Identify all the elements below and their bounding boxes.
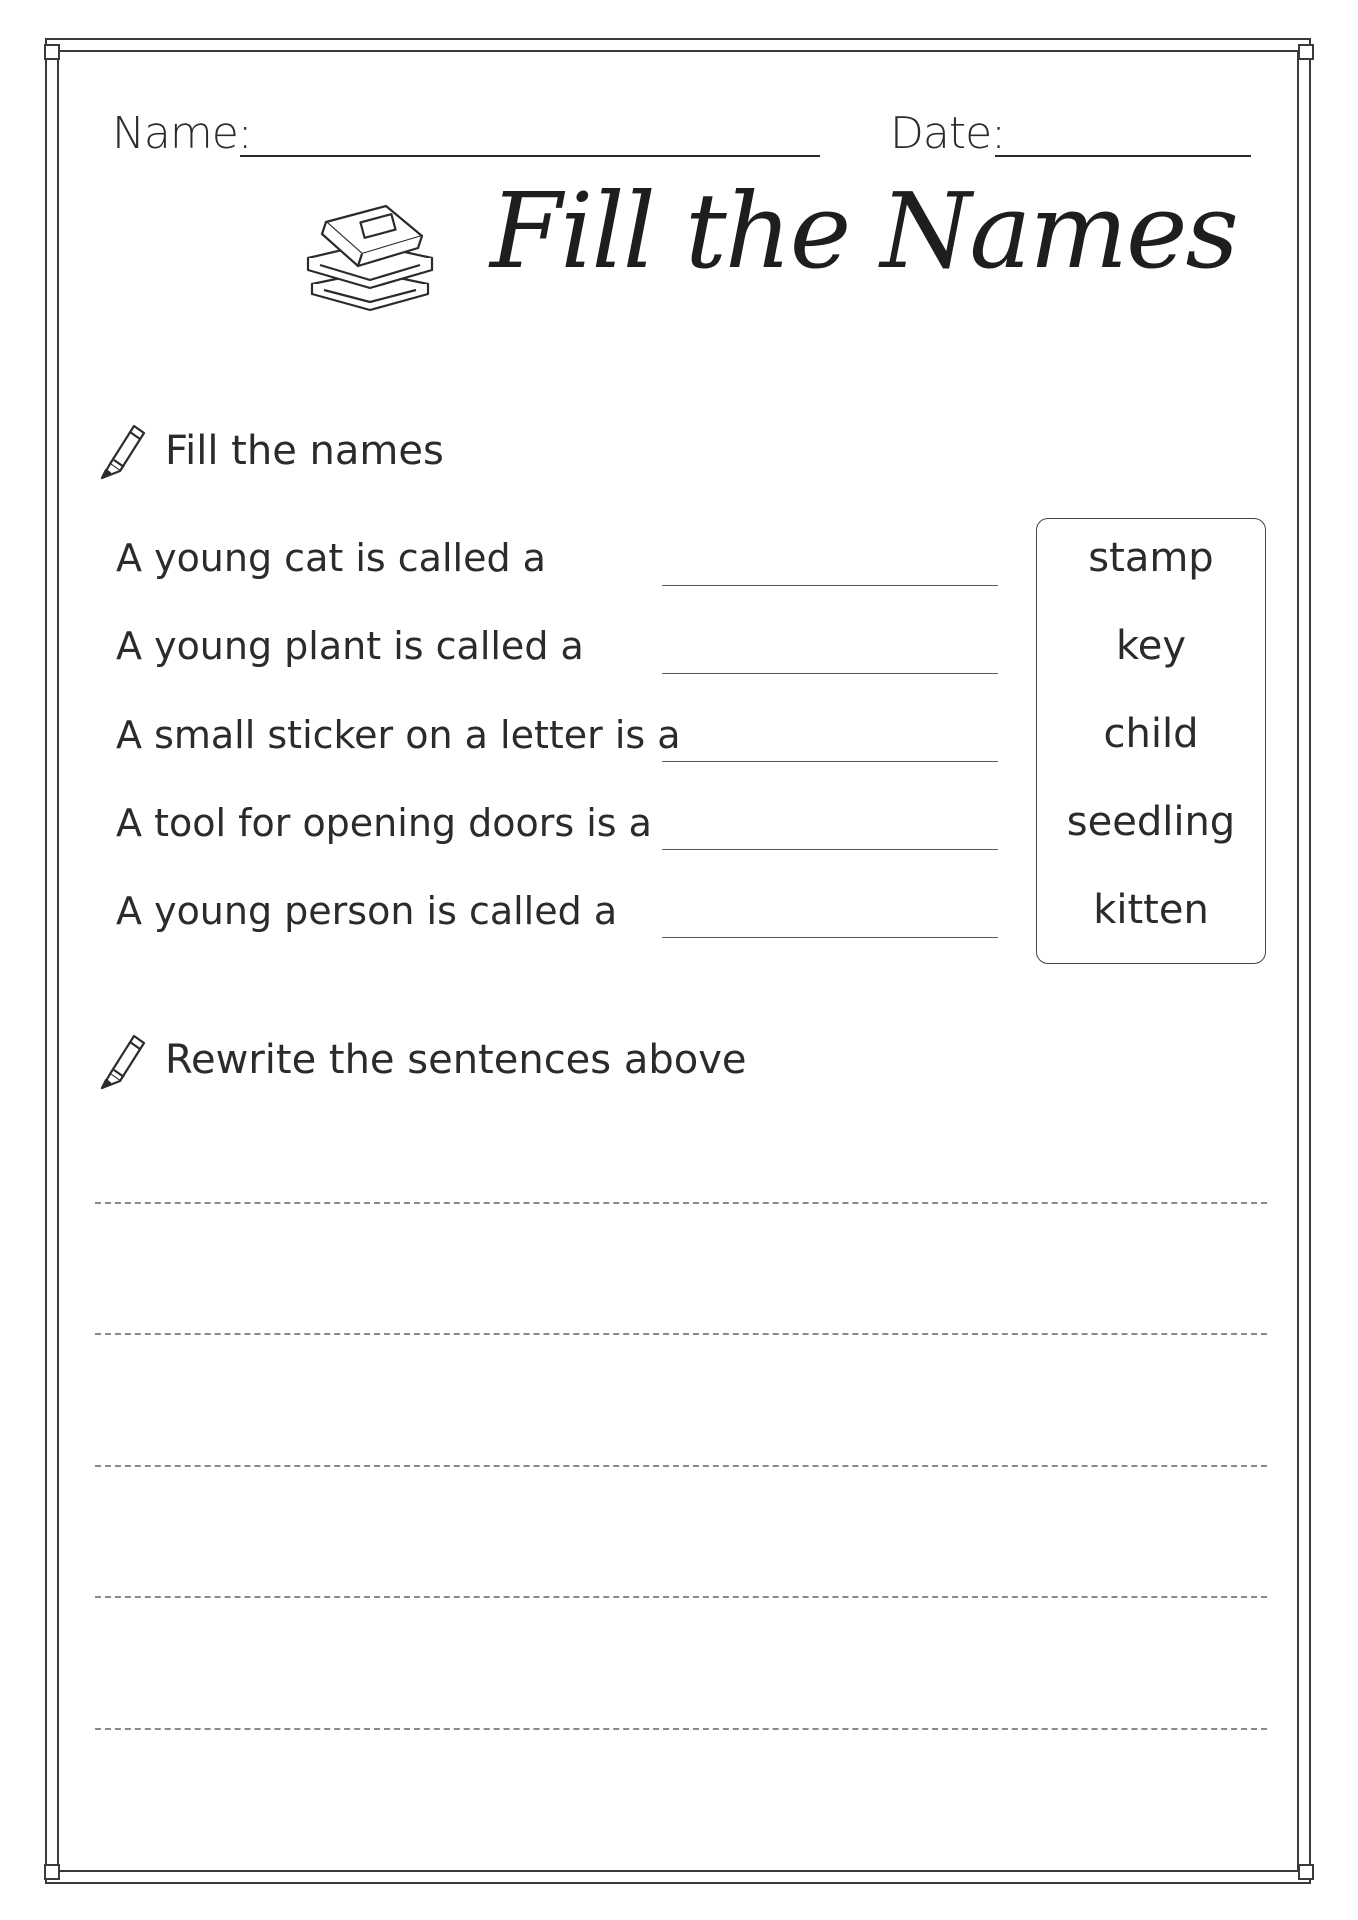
pencil-icon	[98, 1030, 148, 1092]
writing-line-5[interactable]	[95, 1728, 1267, 1730]
question-3: A small sticker on a letter is a	[116, 713, 681, 757]
answer-line-5[interactable]	[662, 937, 998, 938]
word-bank-item: stamp	[1088, 535, 1214, 581]
frame-corner-top-left	[44, 44, 60, 60]
question-1: A young cat is called a	[116, 536, 546, 580]
frame-corner-bottom-left	[44, 1864, 60, 1880]
date-label: Date:	[890, 108, 1005, 159]
word-bank-item: seedling	[1066, 799, 1236, 845]
question-4: A tool for opening doors is a	[116, 801, 652, 845]
word-bank	[1036, 518, 1266, 964]
section-heading-fill: Fill the names	[165, 428, 444, 474]
pencil-icon	[98, 420, 148, 482]
word-bank-item: child	[1103, 711, 1199, 757]
section-heading-rewrite: Rewrite the sentences above	[165, 1037, 747, 1083]
answer-line-1[interactable]	[662, 585, 998, 586]
frame-corner-bottom-right	[1298, 1864, 1314, 1880]
question-5: A young person is called a	[116, 889, 618, 933]
word-bank-item: key	[1115, 623, 1187, 669]
name-input-line[interactable]	[240, 155, 820, 157]
writing-line-3[interactable]	[95, 1465, 1267, 1467]
word-bank-item: kitten	[1093, 887, 1209, 933]
frame-corner-top-right	[1298, 44, 1314, 60]
writing-line-4[interactable]	[95, 1596, 1267, 1598]
books-stack-icon	[300, 188, 440, 320]
answer-line-3[interactable]	[662, 761, 998, 762]
writing-line-2[interactable]	[95, 1333, 1267, 1335]
answer-line-4[interactable]	[662, 849, 998, 850]
writing-line-1[interactable]	[95, 1202, 1267, 1204]
worksheet-title: Fill the Names	[490, 170, 1237, 292]
date-input-line[interactable]	[995, 155, 1251, 157]
answer-line-2[interactable]	[662, 673, 998, 674]
question-2: A young plant is called a	[116, 624, 584, 668]
name-label: Name:	[112, 108, 252, 159]
